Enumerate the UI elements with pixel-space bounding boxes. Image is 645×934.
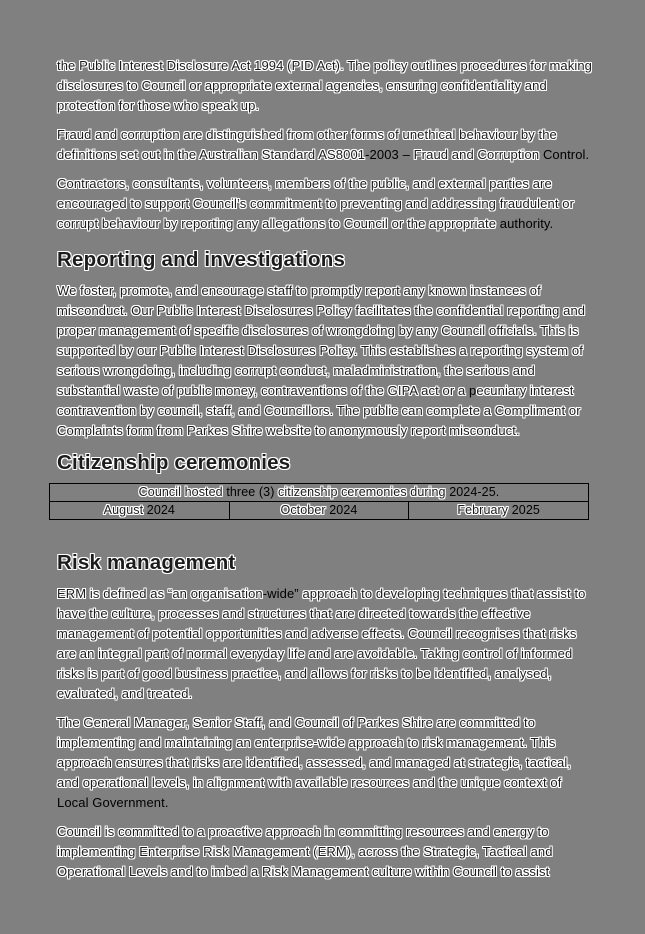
text-segment: ecuniary interest contravention by council, staff, and Councillors. The public can complete a Compliment or Complaints form from Parkes Shire website to anonymously report misconduct. bbox=[57, 383, 581, 438]
text-segment: Fraud and corruption are distinguished from other forms of unethical behaviour by the definitions set out in the Australian Standard AS8001 bbox=[57, 127, 557, 162]
citizenship-ceremonies-table bbox=[49, 483, 589, 520]
text-segment: Council is committed to a proactive approach in committing resources and energy to implementing Enterprise Risk Management (ERM), across the Strategic, Tactical and Operational Levels and to imbed a Risk Management culture within Council to assist bbox=[57, 824, 553, 879]
text-segment: 2025 bbox=[511, 503, 540, 517]
table-cell bbox=[50, 502, 230, 520]
text-segment: Control. bbox=[542, 147, 590, 162]
text-segment: We foster, promote, and encourage staff to promptly report any known instances of misconduct. Our Public Interest Disclosures Policy facilitates the confidential reporting and proper management of specific disclosures of wrongdoing by any Council officials. This is supported by our Public Interest Disclosures Policy. This establishes a reporting system of serious wrongdoing, including corrupt conduct, maladministration, the serious and substantial waste of public money, contraventions of the GIPA act or a bbox=[57, 283, 586, 398]
text-segment: August bbox=[103, 503, 147, 517]
text-segment: Local Government. bbox=[57, 795, 169, 810]
text-segment: October bbox=[280, 503, 330, 517]
paragraph bbox=[57, 281, 592, 441]
text-segment: Fraud and Corruption bbox=[413, 147, 543, 162]
table-caption-row bbox=[50, 484, 589, 502]
section-heading: Citizenship ceremonies bbox=[57, 451, 291, 474]
text-segment: p bbox=[469, 383, 477, 398]
paragraph bbox=[57, 822, 592, 882]
table-row bbox=[50, 502, 589, 520]
table-cell bbox=[409, 502, 589, 520]
table-cell bbox=[229, 502, 409, 520]
text-segment: 2024-25. bbox=[449, 485, 500, 499]
paragraph bbox=[57, 174, 592, 234]
text-segment: February bbox=[457, 503, 512, 517]
text-segment: authority. bbox=[499, 216, 554, 231]
text-segment: citizenship ceremonies during bbox=[274, 485, 450, 499]
section-heading: Reporting and investigations bbox=[57, 248, 346, 271]
text-segment: ERM is defined as “an organisation bbox=[57, 586, 263, 601]
text-segment: Council hosted bbox=[138, 485, 227, 499]
table-caption-cell bbox=[50, 484, 589, 502]
text-segment: Contractors, consultants, volunteers, members of the public, and external parties are encouraged to support Council’s commitment to preventing and addressing fraudulent or corrupt behaviour by reporting any allegations to Council or the appropriate bbox=[57, 176, 575, 231]
section-heading: Risk management bbox=[57, 551, 236, 574]
paragraph bbox=[57, 56, 592, 116]
paragraph bbox=[57, 584, 592, 704]
text-segment: 2024 bbox=[146, 503, 175, 517]
text-segment: the Public Interest Disclosure Act 1994 (PID Act). The policy outlines procedures for making disclosures to Council or appropriate external agencies, ensuring confidentiality and protection for those who speak up. bbox=[57, 58, 592, 113]
text-segment: approach to developing techniques that assist to have the culture, processes and structures that are directed towards the effective management of potential opportunities and adverse effects. Council recognises that risks are an integral part of normal everyday life and are avoidable. Taking control of informed risks is part of good business practice, and allows for risks to be identified, analysed, evaluated, and treated. bbox=[57, 586, 586, 701]
text-segment: three (3) bbox=[226, 485, 275, 499]
paragraph bbox=[57, 125, 592, 165]
text-segment: The General Manager, Senior Staff, and Council of Parkes Shire are committed to implementing and maintaining an enterprise-wide approach to risk management. This approach ensures that risks are identified, assessed, and managed at strategic, tactical, and operational levels, in alignment with available resources and the unique context of bbox=[57, 715, 572, 790]
text-segment: -wide” bbox=[262, 586, 299, 601]
paragraph bbox=[57, 713, 592, 813]
text-segment: -2003 – bbox=[365, 147, 414, 162]
text-segment: 2024 bbox=[329, 503, 358, 517]
